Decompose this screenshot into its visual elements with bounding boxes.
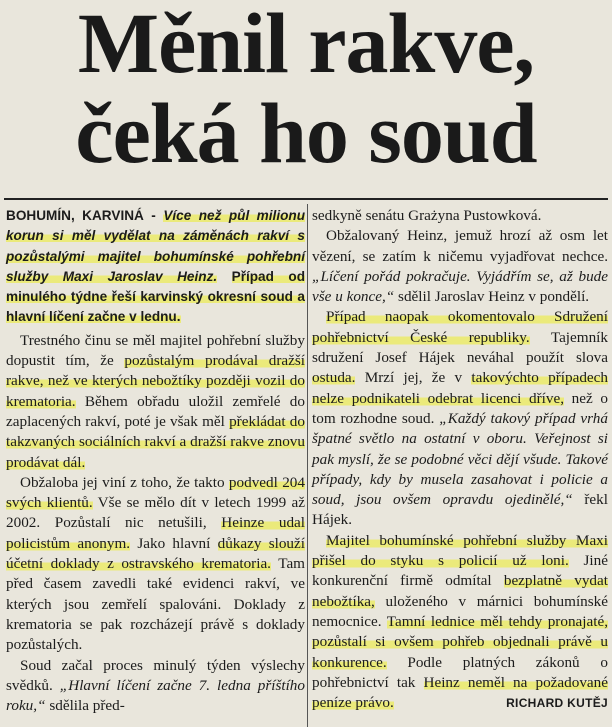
quote: „Líčení pořád pokračuje. Vyjádřím se, až bude vše u konce,“: [312, 267, 608, 306]
highlighted-text: Případ naopak okomentovalo Sdružení pohřebnictví České republiky.: [312, 308, 608, 346]
lead-second-sentence: Případ od minulého týdne řeší karvinský okresní soud a hlavní líčení začne v lednu.: [6, 268, 306, 325]
byline: RICHARD KUTĚJ: [506, 696, 608, 711]
highlighted-text: pozůstalým prodával dražší rakve, než ve kterých nebožtíky později vozil do krematoria.: [6, 352, 305, 410]
article-column-right: [312, 206, 608, 713]
body-paragraph: Trestného činu se měl majitel pohřební služby dopustit tím, že pozůstalým prodával dražší rakve, než ve kterých nebožtíky později vozil do krematoria. Během obřadu uložil zemřelé do zaplacených rakví, poté je však měl překládat do takzvaných sociálních rakví a dražší rakve znovu prodávat dál.: [6, 331, 305, 471]
lead-paragraph: [6, 206, 305, 328]
body-paragraph: Případ naopak okomentovalo Sdružení pohřebnictví České republiky. Tajemník sdružení Josef Hájek neváhal použít slova ostuda. Mrzí jej, že v takovýchto případech nelze podnikateli odebrat licenci dříve, než o tom rozhodne soud. „Každý takový případ vrhá špatné světlo na ostatní v oboru. Veřejnost si pak myslí, že se podobné věci dějí všude. Takové případy, kdy by musela zasahovat i policie a soud, jsou ovšem opravdu ojedinělé,“ řekl Hájek.: [312, 308, 609, 529]
body-paragraph: Obžalovaný Heinz, jemuž hrozí až osm let vězení, se zatím k ničemu vyjadřovat nechce. „Líčení pořád pokračuje. Vyjádřím se, až bude vše u konce,“ sdělil Jaroslav Heinz v pondělí.: [312, 227, 608, 306]
quote: „Hlavní líčení začne 7. ledna příštího roku,“: [6, 676, 305, 715]
highlighted-text: podvedl 204 svých klientů.: [6, 473, 305, 512]
headline: [4, 0, 608, 181]
body-paragraph: Majitel bohumínské pohřební služby Maxi přišel do styku s policií už loni. Jiné konkurenční firmě odmítal bezplatně vydat nebožtíka, uloženého v márnici bohumínské nemocnice. Tamní lednice měl tehdy pronajaté, pozůstalí si ovšem pohřeb objednali právě u konkurence. Podle platných zákonů o pohřebnictví tak Heinz neměl na požadované peníze právo. RICHARD KUTĚJ: [312, 531, 608, 714]
article-column-left: [6, 206, 305, 716]
body-paragraph: Obžaloba jej viní z toho, že takto podvedl 204 svých klientů. Vše se mělo dít v letech 1999 až 2002. Pozůstalí nic netušili, Heinze udal policistům anonym. Jako hlavní důkazy slouží účetní doklady z ostravského krematoria. Tam před časem zavedli také evidenci rakví, ve kterých jsou zemřelí spalováni. Doklady z krematoria se pak rozcházejí právě s doklady pozůstalých.: [6, 473, 305, 654]
body-paragraph: sedkyně senátu Grażyna Pustowková.: [312, 207, 542, 224]
column-divider: [307, 204, 308, 727]
highlighted-text: Tamní lednice měl tehdy pronajaté, pozůstalí si ovšem pohřeb objednali právě u konkurence.: [312, 612, 608, 671]
highlighted-text: takovýchto případech nelze podnikateli odebrat licenci dříve,: [312, 369, 609, 407]
highlighted-text: Majitel bohumínské pohřební služby Maxi přišel do styku s policií už loni.: [312, 531, 608, 570]
dateline: BOHUMÍN, KARVINÁ -: [6, 208, 156, 223]
body-paragraph: Soud začal proces minulý týden výslechy svědků. „Hlavní líčení začne 7. ledna příštího roku,“ sdělila před-: [6, 656, 305, 715]
quote: „Každý takový případ vrhá špatné světlo na ostatní v oboru. Veřejnost si pak myslí, že se podobné věci dějí všude. Takové případy, kdy by musela zasahovat i policie a soud, jsou ovšem opravdu ojedinělé,“: [312, 409, 608, 509]
headline-line-2: čeká ho soud: [75, 85, 537, 181]
highlighted-text: Heinze udal policistům anonym.: [6, 514, 305, 552]
highlighted-text: ostuda.: [312, 369, 356, 387]
headline-line-1: Měnil rakve,: [77, 0, 535, 91]
highlighted-text: bezplatně vydat nebožtíka,: [312, 572, 608, 610]
highlighted-text: překládat do takzvaných sociálních rakví a dražší rakve znovu prodávat dál.: [6, 412, 305, 471]
headline-rule: [4, 198, 608, 200]
highlighted-text: důkazy slouží účetní doklady z ostravského krematoria.: [6, 534, 305, 573]
lead-highlight: Více než půl milionu korun si měl vydělat na záměnách rakví s pozůstalými majitel bohumínské pohřební služby Maxi Jaroslav Heinz.: [6, 208, 306, 284]
highlighted-text: Heinz neměl na požadované peníze právo.: [312, 673, 608, 712]
